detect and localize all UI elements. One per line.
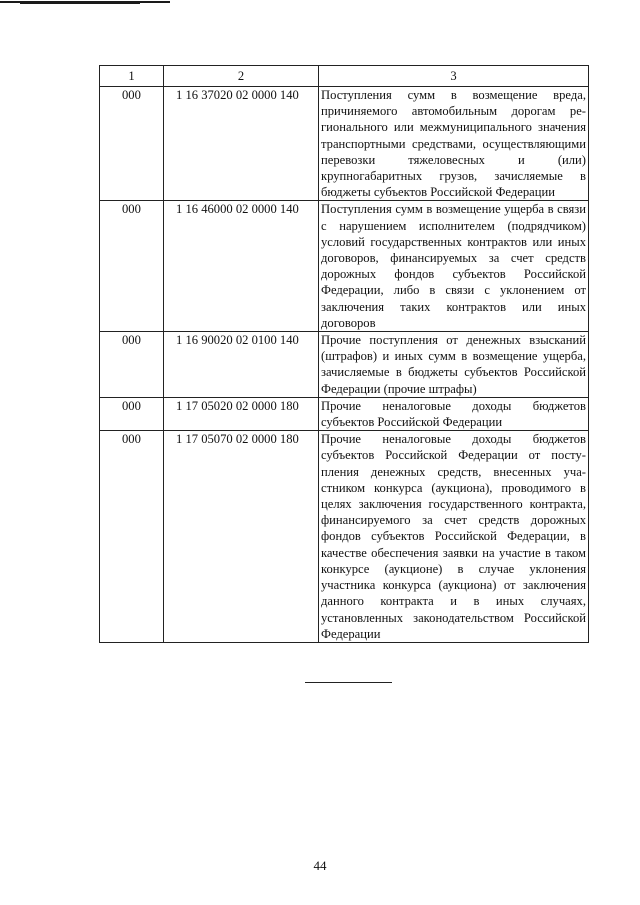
table-row: [100, 87, 589, 201]
admin-code-cell: 000: [100, 397, 164, 430]
admin-code-cell: 000: [100, 332, 164, 398]
revenue-name-cell: Поступления сумм в возмещение ущерба в связи с нарушением исполнителем (подрядчиком) условий государственных контрактов или иных договоров, финансируемых за счет средств дорожных фондов субъектов Российской Федерации, либо в связи с уклонением от заключения таких контрактов или иных договоров: [319, 201, 589, 332]
admin-code-cell: 000: [100, 431, 164, 643]
admin-code-cell: 000: [100, 87, 164, 201]
table-row: [100, 431, 589, 643]
revenue-name-cell: Прочие неналоговые доходы бюджетов субъектов Российской Федерации от поступления денежных средств, внесенных участником конкурса (аукциона), проводимого в целях заключения государственного контракта, финансируемого за счет средств дорожных фондов субъектов Российской Федерации, в качестве обеспечения заявки на участие в таком конкурсе (аукционе) в случае уклонения участника конкурса (аукциона) от заключения данного контракта и в иных случаях, установленных законодательством Российской Федерации: [319, 431, 589, 643]
revenue-code-cell: 1 16 37020 02 0000 140: [164, 87, 319, 201]
revenue-name-cell: Поступления сумм в возмещение вреда, причиняемого автомобильным дорогам регионального или межмуниципального значения транспортными средствами, осуществляющими перевозки тяжеловесных и (или) крупногабаритных грузов, зачисляемые в бюджеты субъектов Российской Федерации: [319, 87, 589, 201]
revenue-code-cell: 1 17 05070 02 0000 180: [164, 431, 319, 643]
revenue-code-cell: 1 16 46000 02 0000 140: [164, 201, 319, 332]
column-header-1: 1: [100, 66, 164, 87]
table-row: [100, 397, 589, 430]
revenue-name-cell: Прочие поступления от денежных взысканий (штрафов) и иных сумм в возмещение ущерба, зачисляемые в бюджеты субъектов Российской Федерации (прочие штрафы): [319, 332, 589, 398]
table-row: [100, 332, 589, 398]
header-rule: [0, 0, 170, 5]
table-row: [100, 201, 589, 332]
column-header-3: 3: [319, 66, 589, 87]
end-of-table-rule: [305, 682, 392, 683]
revenue-code-cell: 1 16 90020 02 0100 140: [164, 332, 319, 398]
header-rule-thin: [20, 3, 140, 4]
column-header-2: 2: [164, 66, 319, 87]
table-header-row: [100, 66, 589, 87]
revenue-code-cell: 1 17 05020 02 0000 180: [164, 397, 319, 430]
page-number: 44: [313, 858, 327, 873]
admin-code-cell: 000: [100, 201, 164, 332]
budget-codes-table: [99, 65, 589, 643]
revenue-name-cell: Прочие неналоговые доходы бюджетов субъектов Российской Федерации: [319, 397, 589, 430]
